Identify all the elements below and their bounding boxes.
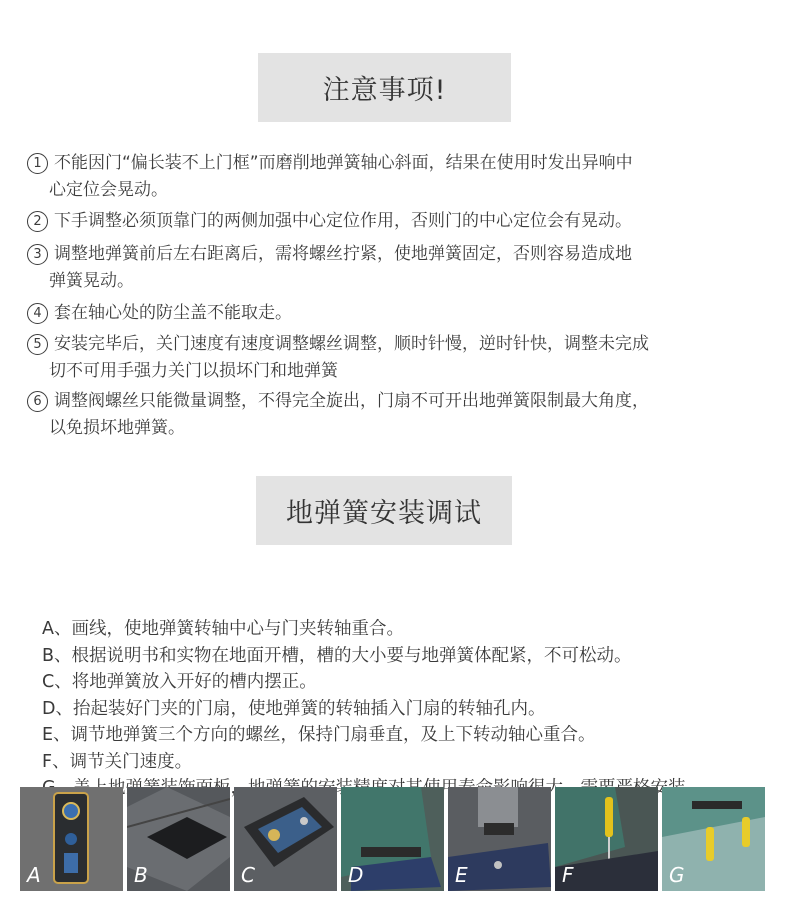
install-step: F、调节关门速度。: [42, 751, 193, 772]
notice-item-1: [27, 150, 747, 204]
photo-letter: G: [669, 863, 685, 887]
notice-text-continued: 以免损坏地弹簧。: [49, 418, 185, 438]
notice-number: 3: [27, 244, 48, 265]
install-steps: [42, 616, 790, 802]
photo-letter: D: [348, 863, 364, 887]
photo-step-f: [555, 787, 658, 891]
photo-letter: F: [562, 863, 574, 887]
photo-step-e: [448, 787, 551, 891]
notice-item-5: [27, 331, 747, 385]
notice-item-3: [27, 241, 747, 295]
notice-item-4: [27, 300, 747, 327]
install-step: B、根据说明书和实物在地面开槽，槽的大小要与地弹簧体配紧，不可松动。: [42, 645, 632, 666]
notice-number: 6: [27, 391, 48, 412]
notice-text: 安装完毕后，关门速度有速度调整螺丝调整，顺时针慢，逆时针快，调整未完成: [54, 334, 649, 354]
install-title: [256, 476, 512, 545]
notice-item-6: [27, 388, 747, 442]
photo-letter: B: [134, 863, 148, 887]
notice-number: 1: [27, 153, 48, 174]
install-photo-strip: [20, 787, 770, 891]
notice-text-continued: 心定位会晃动。: [49, 180, 168, 200]
notice-item-2: [27, 208, 747, 235]
photo-step-c: [234, 787, 337, 891]
photo-step-b: [127, 787, 230, 891]
notice-title-text: 注意事项!: [322, 75, 447, 106]
notice-number: 5: [27, 334, 48, 355]
notice-text-continued: 切不可用手强力关门以损坏门和地弹簧: [49, 361, 338, 381]
notice-text: 套在轴心处的防尘盖不能取走。: [54, 303, 292, 323]
photo-letter: C: [241, 863, 255, 887]
install-step: D、抬起装好门夹的门扇，使地弹簧的转轴插入门扇的转轴孔内。: [42, 698, 546, 719]
notice-text: 调整地弹簧前后左右距离后，需将螺丝拧紧，使地弹簧固定，否则容易造成地: [54, 244, 632, 264]
notice-title: [258, 53, 511, 122]
notice-text: 不能因门“偏长装不上门框”而磨削地弹簧轴心斜面，结果在使用时发出异响中: [54, 153, 633, 173]
photo-letter: E: [455, 863, 468, 887]
photo-letter: A: [27, 863, 41, 887]
notice-number: 2: [27, 211, 48, 232]
notice-number: 4: [27, 303, 48, 324]
notice-text: 下手调整必须顶靠门的两侧加强中心定位作用，否则门的中心定位会有晃动。: [54, 211, 632, 231]
install-title-text: 地弹簧安装调试: [286, 498, 482, 529]
install-step: A、画线，使地弹簧转轴中心与门夹转轴重合。: [42, 619, 404, 639]
photo-step-a: [20, 787, 123, 891]
notice-text-continued: 弹簧晃动。: [49, 271, 134, 291]
photo-step-d: [341, 787, 444, 891]
notice-text: 调整阀螺丝只能微量调整，不得完全旋出，门扇不可开出地弹簧限制最大角度，: [54, 391, 649, 411]
photo-step-g: [662, 787, 765, 891]
install-step: C、将地弹簧放入开好的槽内摆正。: [42, 672, 317, 692]
install-step: E、调节地弹簧三个方向的螺丝，保持门扇垂直，及上下转动轴心重合。: [42, 725, 596, 745]
